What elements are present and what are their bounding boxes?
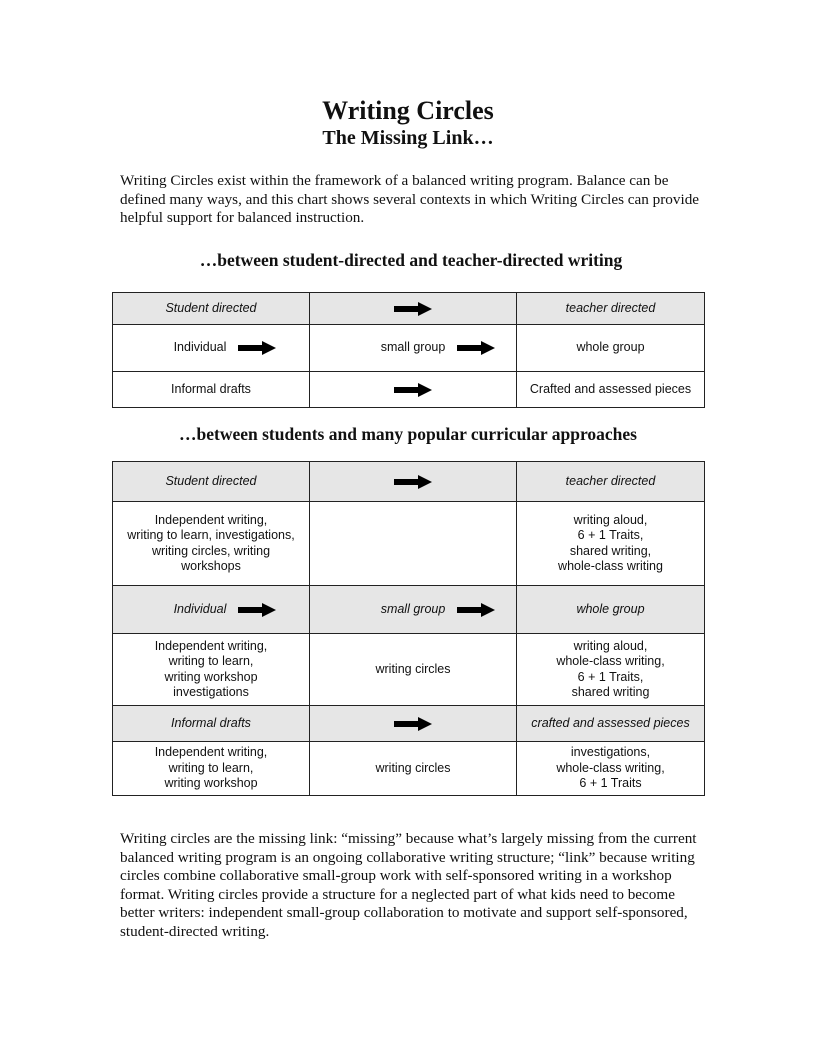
cell-text: writing aloud, whole-class writing, 6 + 1 Traits, shared writing <box>556 638 665 699</box>
cell-text: Independent writing, writing to learn, writing workshop <box>154 745 268 791</box>
table-cell <box>517 502 705 586</box>
right-arrow-icon <box>457 603 495 617</box>
table-row <box>113 706 705 742</box>
table-row <box>113 634 705 706</box>
table-cell: Student directed <box>113 293 310 325</box>
cell-text: Independent writing, writing to learn, investigations, writing circles, writing workshops <box>127 512 295 573</box>
table-cell <box>310 325 517 372</box>
table-cell <box>310 586 517 634</box>
cell-label: small group <box>380 340 446 355</box>
table-cell: Informal drafts <box>113 372 310 408</box>
right-arrow-icon <box>238 341 276 355</box>
intro-paragraph: Writing Circles exist within the framework of a balanced writing program. Balance can be defined many ways, and this chart shows several contexts in which Writing Circles can provide helpful support for balanced instruction. <box>120 172 700 227</box>
cell-label: Individual <box>173 601 227 616</box>
right-arrow-icon <box>238 603 276 617</box>
right-arrow-icon <box>394 475 432 489</box>
right-arrow-icon <box>457 341 495 355</box>
page-subtitle: The Missing Link… <box>322 127 494 149</box>
table-cell: Informal drafts <box>113 706 310 742</box>
table-cell: whole group <box>517 325 705 372</box>
table-cell <box>310 502 517 586</box>
table-cell <box>113 742 310 796</box>
table-cell <box>113 634 310 706</box>
table-row <box>113 742 705 796</box>
table-cell <box>113 586 310 634</box>
table-cell: whole group <box>517 586 705 634</box>
cell-text: Independent writing, writing to learn, writing workshop investigations <box>154 638 268 699</box>
cell-label: small group <box>380 601 446 616</box>
section1-heading: …between student-directed and teacher-directed writing <box>199 250 623 270</box>
cell-text: writing aloud, 6 + 1 Traits, shared writing, whole-class writing <box>558 512 663 573</box>
table-row <box>113 586 705 634</box>
table-row <box>113 325 705 372</box>
cell-label: Individual <box>173 340 227 355</box>
table-cell: writing circles <box>310 742 517 796</box>
table-cell <box>310 293 517 325</box>
table-cell: Student directed <box>113 462 310 502</box>
section2-heading: …between students and many popular curricular approaches <box>179 424 637 444</box>
table-student-teacher <box>112 292 705 408</box>
table-cell <box>310 462 517 502</box>
table-cell <box>113 325 310 372</box>
right-arrow-icon <box>394 383 432 397</box>
table-curricular-approaches <box>112 461 705 796</box>
table-row <box>113 372 705 408</box>
table-cell <box>113 502 310 586</box>
table-row <box>113 502 705 586</box>
table-cell: teacher directed <box>517 462 705 502</box>
table-cell: crafted and assessed pieces <box>517 706 705 742</box>
table-cell: Crafted and assessed pieces <box>517 372 705 408</box>
table-cell <box>517 634 705 706</box>
table-row <box>113 293 705 325</box>
right-arrow-icon <box>394 717 432 731</box>
cell-text: investigations, whole-class writing, 6 + 1 Traits <box>556 745 665 791</box>
table-cell <box>310 372 517 408</box>
right-arrow-icon <box>394 302 432 316</box>
table-cell <box>310 706 517 742</box>
table-cell: teacher directed <box>517 293 705 325</box>
table-cell <box>517 742 705 796</box>
page-title: Writing Circles <box>322 96 494 125</box>
table-row <box>113 462 705 502</box>
closing-paragraph: Writing circles are the missing link: “missing” because what’s largely missing from the current balanced writing program is an ongoing collaborative writing structure; “link” because writing circles combine collaborative small-group work with self-sponsored writing in a workshop format. Writing circles provide a structure for a neglected part of what kids need to become better writers: independent small-group collaboration to motivate and support self-sponsored, student-directed writing. <box>120 830 697 940</box>
table-cell: writing circles <box>310 634 517 706</box>
